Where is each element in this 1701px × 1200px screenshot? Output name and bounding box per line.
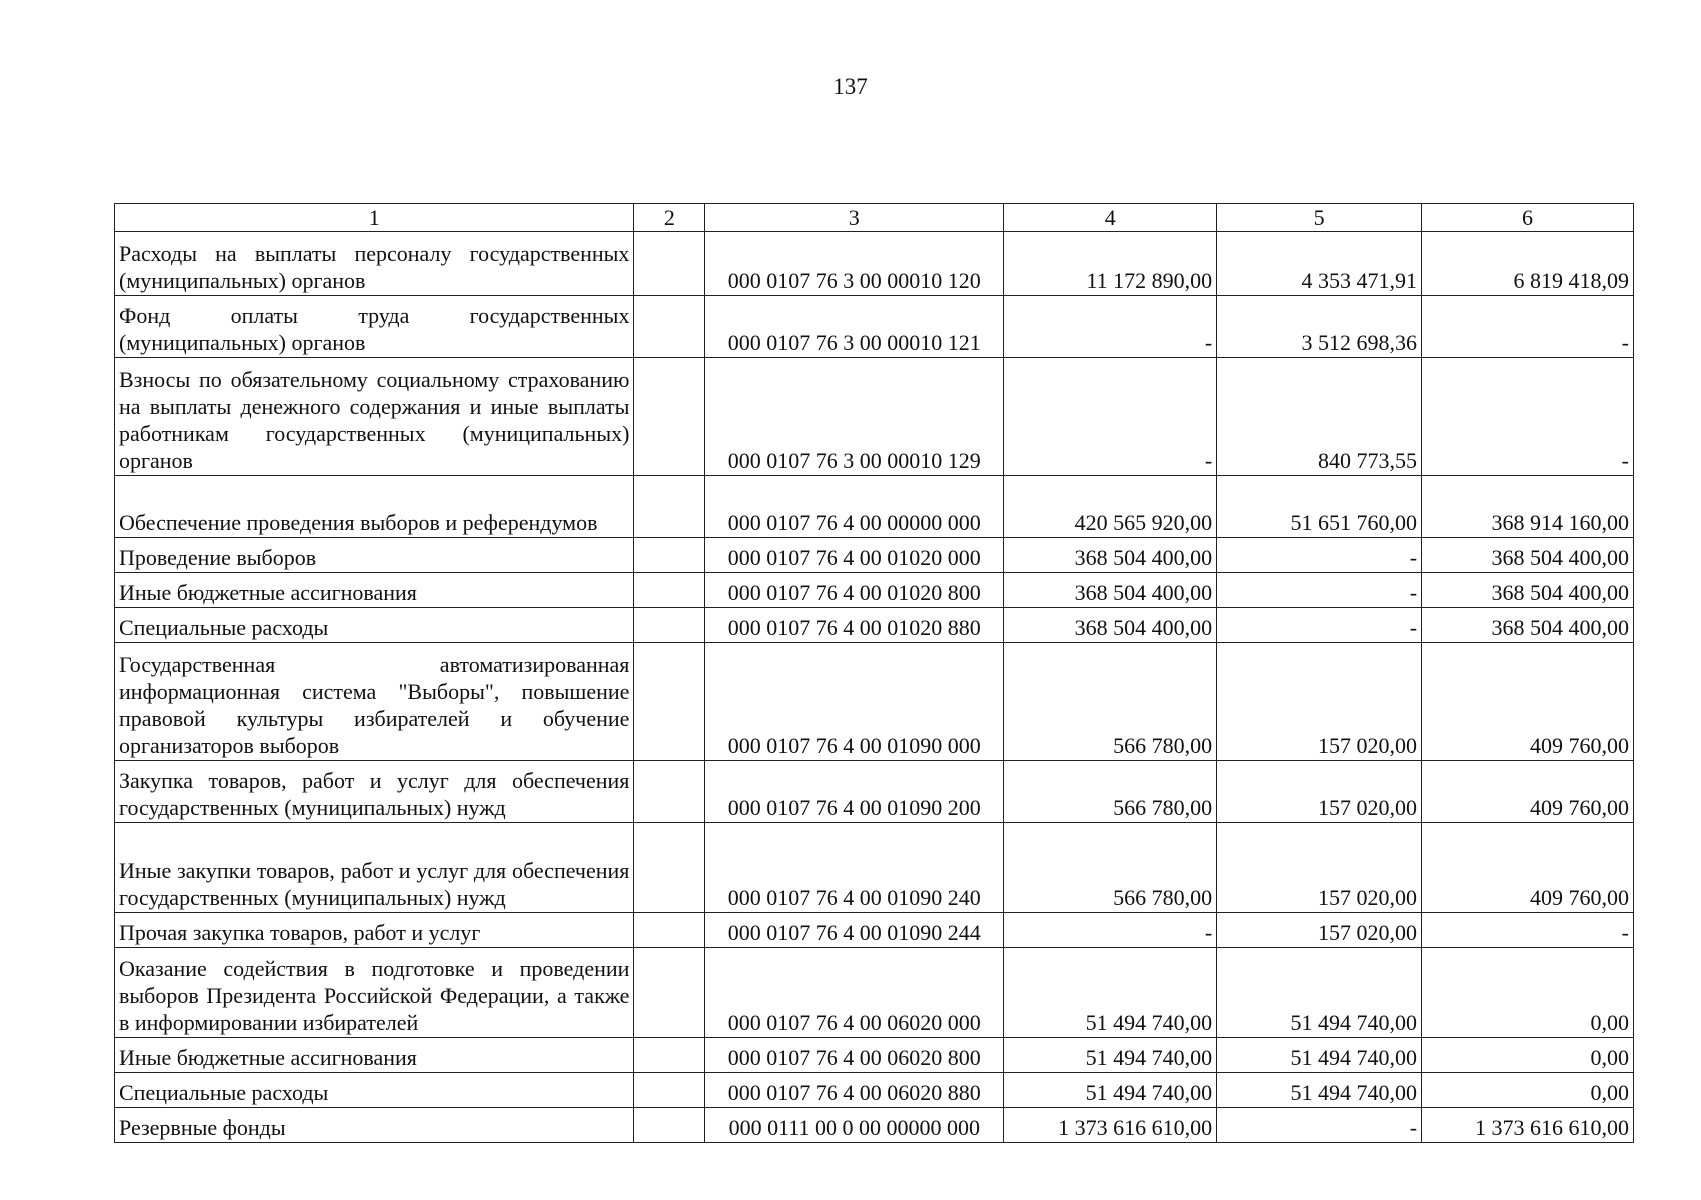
row-value-4: 420 565 920,00 xyxy=(1004,476,1217,538)
row-column-2 xyxy=(634,1073,705,1108)
table-row xyxy=(115,761,1634,823)
row-value-5: 157 020,00 xyxy=(1217,823,1422,913)
row-code: 000 0107 76 4 00 06020 000 xyxy=(705,948,1004,1038)
row-code: 000 0111 00 0 00 00000 000 xyxy=(705,1108,1004,1143)
row-name: Обеспечение проведения выборов и референдумов xyxy=(115,476,634,538)
row-name: Взносы по обязательному социальному страхованию на выплаты денежного содержания и иные выплаты работникам государственных (муниципальных) органов xyxy=(115,358,634,476)
row-value-6: 368 504 400,00 xyxy=(1422,573,1634,608)
row-column-2 xyxy=(634,358,705,476)
row-name: Оказание содействия в подготовке и проведении выборов Президента Российской Федерации, а также в информировании избирателей xyxy=(115,948,634,1038)
row-value-6: 368 914 160,00 xyxy=(1422,476,1634,538)
row-value-6: 409 760,00 xyxy=(1422,761,1634,823)
row-name: Проведение выборов xyxy=(115,538,634,573)
row-value-4: 11 172 890,00 xyxy=(1004,232,1217,296)
table-row xyxy=(115,476,1634,538)
row-value-4: 51 494 740,00 xyxy=(1004,948,1217,1038)
row-value-5: 3 512 698,36 xyxy=(1217,296,1422,358)
row-value-4: 51 494 740,00 xyxy=(1004,1073,1217,1108)
row-name: Закупка товаров, работ и услуг для обеспечения государственных (муниципальных) нужд xyxy=(115,761,634,823)
row-value-6: - xyxy=(1422,358,1634,476)
row-code: 000 0107 76 4 00 00000 000 xyxy=(705,476,1004,538)
row-column-2 xyxy=(634,573,705,608)
row-value-4: 368 504 400,00 xyxy=(1004,573,1217,608)
row-value-6: 409 760,00 xyxy=(1422,643,1634,761)
row-value-5: 51 651 760,00 xyxy=(1217,476,1422,538)
row-name: Специальные расходы xyxy=(115,608,634,643)
page-number: 137 xyxy=(833,74,868,99)
row-value-5: 157 020,00 xyxy=(1217,761,1422,823)
row-column-2 xyxy=(634,948,705,1038)
row-column-2 xyxy=(634,643,705,761)
row-code: 000 0107 76 3 00 00010 129 xyxy=(705,358,1004,476)
row-value-5: - xyxy=(1217,1108,1422,1143)
row-value-5: 157 020,00 xyxy=(1217,643,1422,761)
row-code: 000 0107 76 4 00 06020 880 xyxy=(705,1073,1004,1108)
table-row xyxy=(115,948,1634,1038)
row-value-4: 566 780,00 xyxy=(1004,761,1217,823)
column-header: 1 xyxy=(115,204,634,232)
row-value-4: 1 373 616 610,00 xyxy=(1004,1108,1217,1143)
row-name: Иные бюджетные ассигнования xyxy=(115,573,634,608)
row-name: Иные бюджетные ассигнования xyxy=(115,1038,634,1073)
row-value-4: 368 504 400,00 xyxy=(1004,608,1217,643)
table-row xyxy=(115,296,1634,358)
table-row xyxy=(115,823,1634,913)
budget-table xyxy=(114,203,1634,1143)
row-value-5: 51 494 740,00 xyxy=(1217,1073,1422,1108)
row-name: Специальные расходы xyxy=(115,1073,634,1108)
row-value-6: 0,00 xyxy=(1422,948,1634,1038)
row-column-2 xyxy=(634,608,705,643)
table-row xyxy=(115,643,1634,761)
column-header: 3 xyxy=(705,204,1004,232)
table-row xyxy=(115,1038,1634,1073)
table-row xyxy=(115,573,1634,608)
row-name: Резервные фонды xyxy=(115,1108,634,1143)
row-column-2 xyxy=(634,913,705,948)
row-value-5: 51 494 740,00 xyxy=(1217,1038,1422,1073)
row-code: 000 0107 76 4 00 01090 200 xyxy=(705,761,1004,823)
table-row xyxy=(115,1108,1634,1143)
row-value-5: 840 773,55 xyxy=(1217,358,1422,476)
row-value-4: - xyxy=(1004,296,1217,358)
row-column-2 xyxy=(634,1108,705,1143)
column-number-row xyxy=(115,204,1634,232)
row-value-4: 566 780,00 xyxy=(1004,643,1217,761)
row-value-6: 409 760,00 xyxy=(1422,823,1634,913)
row-code: 000 0107 76 4 00 01020 880 xyxy=(705,608,1004,643)
row-code: 000 0107 76 4 00 01090 240 xyxy=(705,823,1004,913)
row-value-5: 4 353 471,91 xyxy=(1217,232,1422,296)
column-header: 2 xyxy=(634,204,705,232)
row-column-2 xyxy=(634,232,705,296)
row-name: Фонд оплаты труда государственных (муниципальных) органов xyxy=(115,296,634,358)
row-code: 000 0107 76 4 00 01020 800 xyxy=(705,573,1004,608)
row-value-4: 566 780,00 xyxy=(1004,823,1217,913)
row-code: 000 0107 76 4 00 01020 000 xyxy=(705,538,1004,573)
row-column-2 xyxy=(634,476,705,538)
column-header: 5 xyxy=(1217,204,1422,232)
row-value-6: 6 819 418,09 xyxy=(1422,232,1634,296)
row-code: 000 0107 76 4 00 01090 000 xyxy=(705,643,1004,761)
row-value-6: - xyxy=(1422,913,1634,948)
row-value-5: - xyxy=(1217,538,1422,573)
row-value-6: 1 373 616 610,00 xyxy=(1422,1108,1634,1143)
table-row xyxy=(115,913,1634,948)
row-value-5: 51 494 740,00 xyxy=(1217,948,1422,1038)
row-value-6: 0,00 xyxy=(1422,1038,1634,1073)
row-name: Государственная автоматизированная информационная система "Выборы", повышение правовой культуры избирателей и обучение организаторов выборов xyxy=(115,643,634,761)
table-row xyxy=(115,608,1634,643)
row-code: 000 0107 76 4 00 01090 244 xyxy=(705,913,1004,948)
row-value-6: 0,00 xyxy=(1422,1073,1634,1108)
row-column-2 xyxy=(634,761,705,823)
row-value-4: - xyxy=(1004,913,1217,948)
row-column-2 xyxy=(634,296,705,358)
row-name: Иные закупки товаров, работ и услуг для обеспечения государственных (муниципальных) нужд xyxy=(115,823,634,913)
row-value-5: - xyxy=(1217,573,1422,608)
row-value-6: 368 504 400,00 xyxy=(1422,608,1634,643)
column-header: 4 xyxy=(1004,204,1217,232)
row-name: Прочая закупка товаров, работ и услуг xyxy=(115,913,634,948)
row-value-4: - xyxy=(1004,358,1217,476)
row-column-2 xyxy=(634,538,705,573)
row-value-6: - xyxy=(1422,296,1634,358)
row-value-5: 157 020,00 xyxy=(1217,913,1422,948)
row-column-2 xyxy=(634,823,705,913)
row-value-5: - xyxy=(1217,608,1422,643)
table-row xyxy=(115,1073,1634,1108)
row-code: 000 0107 76 3 00 00010 120 xyxy=(705,232,1004,296)
row-value-4: 368 504 400,00 xyxy=(1004,538,1217,573)
row-value-4: 51 494 740,00 xyxy=(1004,1038,1217,1073)
row-value-6: 368 504 400,00 xyxy=(1422,538,1634,573)
table-row xyxy=(115,538,1634,573)
row-code: 000 0107 76 4 00 06020 800 xyxy=(705,1038,1004,1073)
table-row xyxy=(115,232,1634,296)
column-header: 6 xyxy=(1422,204,1634,232)
row-column-2 xyxy=(634,1038,705,1073)
row-name: Расходы на выплаты персоналу государственных (муниципальных) органов xyxy=(115,232,634,296)
row-code: 000 0107 76 3 00 00010 121 xyxy=(705,296,1004,358)
table-row xyxy=(115,358,1634,476)
